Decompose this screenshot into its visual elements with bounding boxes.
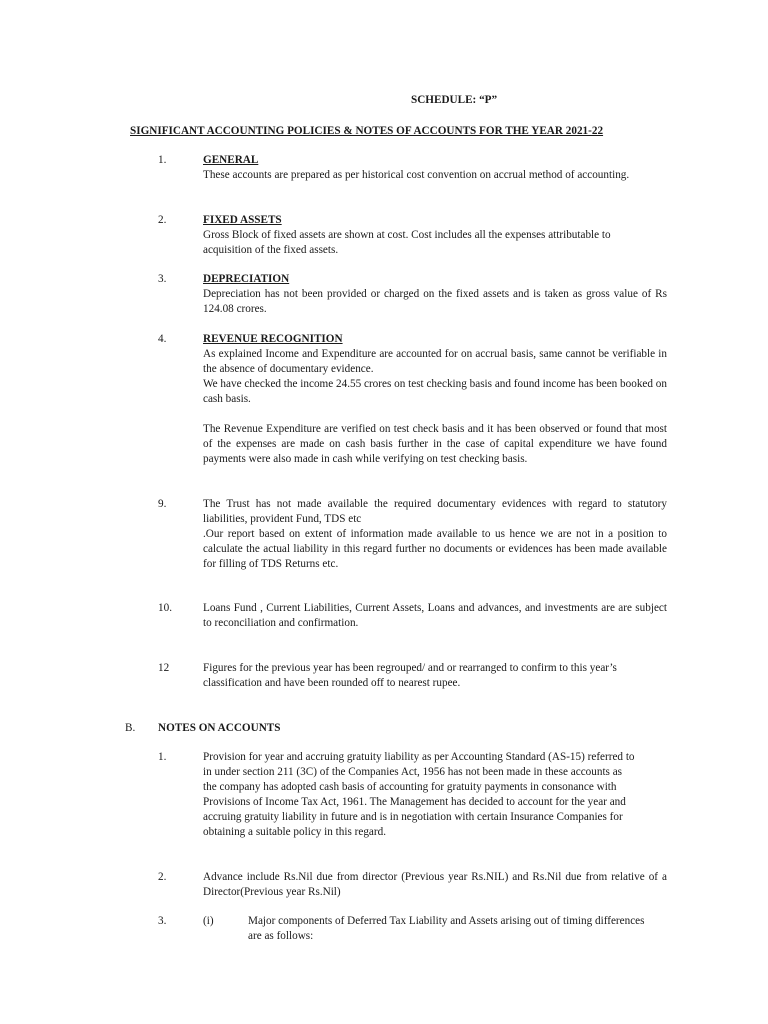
policy-heading: GENERAL [203, 154, 259, 166]
policy-text: Figures for the previous year has been regrouped/ and or rearranged to confirm to this year’s classification and have been rounded off to nearest rupee. [203, 662, 617, 689]
policy-text: Loans Fund , Current Liabilities, Current Assets, Loans and advances, and investments are are subject to reconciliation and confirmation. [203, 602, 667, 629]
policy-text: We have checked the income 24.55 crores on test checking basis and found income has been booked on cash basis. [203, 378, 667, 405]
policy-heading: DEPRECIATION [203, 273, 290, 285]
policy-number: 9. [158, 498, 167, 510]
policy-text: .Our report based on extent of information made available to us hence we are not in a position to calculate the actual liability in this regard further no documents or evidences has been made available for filling of TDS Returns etc. [203, 528, 667, 570]
policy-number: 4. [158, 333, 167, 345]
note-sub-number: (i) [203, 915, 214, 927]
section-letter: B. [125, 722, 136, 734]
policy-text: These accounts are prepared as per historical cost convention on accrual method of accounting. [203, 169, 630, 181]
note-text: Major components of Deferred Tax Liability and Assets arising out of timing differences are as follows: [248, 915, 645, 942]
policy-number: 10. [158, 602, 172, 614]
policy-text: The Revenue Expenditure are verified on test check basis and it has been observed or found that most of the expenses are made on cash basis further in the case of capital expenditure we have found payments were also made in cash while verifying on test checking basis. [203, 423, 667, 465]
policy-text: As explained Income and Expenditure are accounted for on accrual basis, same cannot be verifiable in the absence of documentary evidence. [203, 348, 667, 375]
policy-text: Gross Block of fixed assets are shown at cost. Cost includes all the expenses attributable to acquisition of the fixed assets. [203, 229, 611, 256]
policy-block [203, 272, 667, 317]
policy-block [203, 213, 655, 258]
policy-heading: FIXED ASSETS [203, 214, 282, 226]
main-heading: SIGNIFICANT ACCOUNTING POLICIES & NOTES OF ACCOUNTS FOR THE YEAR 2021-22 [130, 125, 604, 137]
note-number: 2. [158, 871, 167, 883]
policy-block [203, 497, 667, 572]
policy-block [203, 153, 633, 183]
policy-block [203, 332, 667, 467]
note-number: 3. [158, 915, 167, 927]
policy-number: 1. [158, 154, 167, 166]
section-heading: NOTES ON ACCOUNTS [158, 722, 281, 734]
policy-number: 12 [158, 662, 170, 674]
note-number: 1. [158, 751, 167, 763]
policy-number: 3. [158, 273, 167, 285]
note-text: Advance include Rs.Nil due from director (Previous year Rs.NIL) and Rs.Nil due from relative of a Director(Previous year Rs.Nil) [203, 871, 667, 898]
schedule-title: SCHEDULE: “P” [411, 94, 498, 106]
policy-text: Depreciation has not been provided or charged on the fixed assets and is taken as gross value of Rs 124.08 crores. [203, 288, 667, 315]
policy-number: 2. [158, 214, 167, 226]
note-text: Provision for year and accruing gratuity liability as per Accounting Standard (AS-15) referred to in under section 211 (3C) of the Companies Act, 1956 has not been made in these accounts as the company has adopted cash basis of accounting for gratuity payments in consonance with Provisions of Income Tax Act, 1961. The Management has decided to account for the year and accruing gratuity liability in future and is in negotiation with certain Insurance Companies for obtaining a suitable policy in this regard. [203, 751, 635, 838]
policy-heading: REVENUE RECOGNITION [203, 333, 343, 345]
policy-text: The Trust has not made available the required documentary evidences with regard to statutory liabilities, provident Fund, TDS etc [203, 498, 667, 525]
